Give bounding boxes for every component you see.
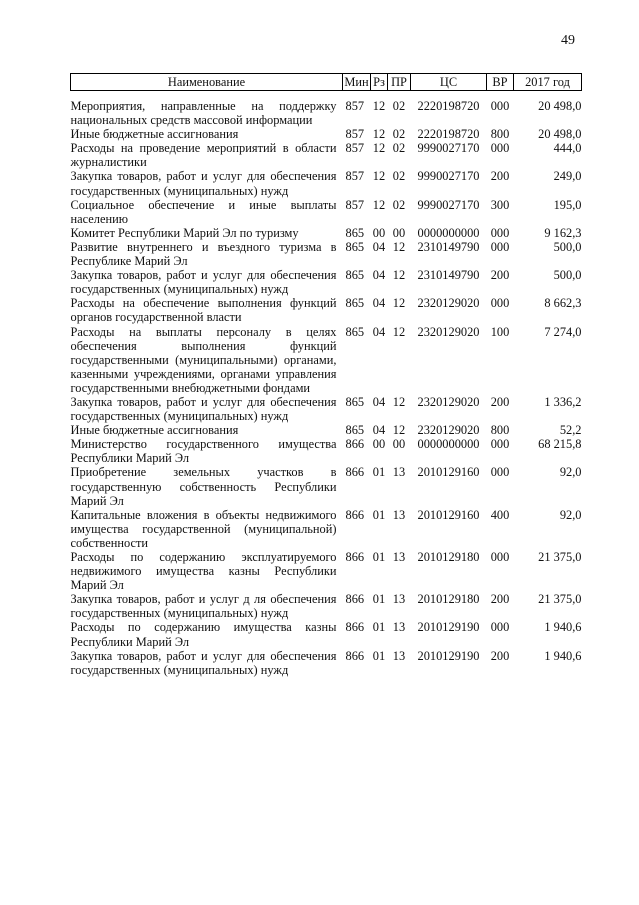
row-amount: 1 940,6 <box>544 620 582 635</box>
row-name: Министерство государственного имущества Республики Марий Эл <box>70 437 337 466</box>
row-vr: 000 <box>490 437 510 452</box>
header-year: 2017 год <box>514 74 582 91</box>
row-min: 865 <box>345 239 365 254</box>
row-name: Расходы на обеспечение выполнения функций органов государственной власти <box>70 296 337 325</box>
row-amount: 444,0 <box>553 141 582 156</box>
row-rz: 04 <box>372 394 386 409</box>
row-rz: 00 <box>372 437 386 452</box>
row-amount: 1 940,6 <box>544 648 582 663</box>
row-rz: 04 <box>372 296 386 311</box>
header-cs: ЦС <box>411 74 487 91</box>
row-rz: 12 <box>372 169 386 184</box>
row-cs: 2010129160 <box>417 465 480 480</box>
row-amount: 52,2 <box>559 423 582 438</box>
row-min: 857 <box>345 197 365 212</box>
row-min: 866 <box>345 465 365 480</box>
budget-table <box>70 73 582 677</box>
row-vr: 300 <box>490 197 510 212</box>
row-min: 865 <box>345 296 365 311</box>
row-rz: 12 <box>372 99 386 113</box>
row-min: 865 <box>345 423 365 438</box>
table-row <box>71 169 582 197</box>
row-name: Развитие внутреннего и въездного туризма в Республике Марий Эл <box>70 239 337 269</box>
row-pr: 13 <box>392 592 406 607</box>
row-min: 866 <box>345 437 365 452</box>
row-min: 866 <box>345 507 365 522</box>
row-name: Комитет Республики Марий Эл по туризму <box>70 225 299 240</box>
row-cs: 2320129020 <box>417 324 480 339</box>
row-vr: 800 <box>490 423 510 438</box>
row-amount: 92,0 <box>559 465 582 480</box>
row-amount: 500,0 <box>553 239 582 254</box>
row-pr: 00 <box>392 225 406 240</box>
row-pr: 12 <box>392 296 406 311</box>
row-pr: 13 <box>392 550 406 564</box>
row-pr: 13 <box>392 620 406 635</box>
row-min: 866 <box>345 550 365 564</box>
row-min: 857 <box>345 141 365 156</box>
row-pr: 02 <box>392 99 406 113</box>
row-rz: 12 <box>372 127 386 142</box>
row-vr: 800 <box>490 127 510 142</box>
table-row <box>71 395 582 423</box>
row-vr: 200 <box>490 592 510 607</box>
row-vr: 000 <box>490 99 510 113</box>
table-row <box>71 465 582 507</box>
header-name: Наименование <box>71 74 343 91</box>
row-amount: 21 375,0 <box>538 550 582 564</box>
row-name: Расходы на выплаты персоналу в целях обеспечения выполнения функций государственными (муниципальными) органами, казенными учреждениями, органами управления государственными внебюджетными фондами <box>70 324 337 395</box>
row-amount: 195,0 <box>553 197 582 212</box>
row-amount: 20 498,0 <box>538 127 582 142</box>
table-row <box>71 226 582 240</box>
row-min: 857 <box>345 127 365 142</box>
row-pr: 02 <box>392 127 406 142</box>
table-row <box>71 649 582 677</box>
row-cs: 9990027170 <box>417 141 480 156</box>
row-cs: 2010129190 <box>417 620 480 635</box>
row-cs: 2010129160 <box>417 507 480 522</box>
row-name: Закупка товаров, работ и услуг для обеспечения государственных (муниципальных) нужд <box>70 648 337 677</box>
row-rz: 01 <box>372 592 386 607</box>
page-number: 49 <box>561 33 575 48</box>
row-min: 865 <box>345 324 365 339</box>
row-name: Расходы по содержанию эксплуатируемого недвижимого имущества казны Республики Марий Эл <box>70 550 337 593</box>
row-min: 865 <box>345 268 365 283</box>
row-rz: 00 <box>372 225 386 240</box>
table-row <box>71 268 582 296</box>
table-row <box>71 325 582 395</box>
row-rz: 12 <box>372 197 386 212</box>
row-pr: 12 <box>392 239 406 254</box>
row-vr: 000 <box>490 141 510 156</box>
row-rz: 04 <box>372 268 386 283</box>
table-row <box>71 240 582 268</box>
row-vr: 000 <box>490 550 510 564</box>
row-rz: 01 <box>372 550 386 564</box>
row-cs: 2310149790 <box>417 239 480 254</box>
row-rz: 01 <box>372 648 386 663</box>
row-rz: 04 <box>372 423 386 438</box>
row-cs: 2310149790 <box>417 268 480 283</box>
row-name: Мероприятия, направленные на поддержку национальных средств массовой информации <box>70 99 337 128</box>
row-vr: 100 <box>490 324 510 339</box>
row-vr: 000 <box>490 465 510 480</box>
row-pr: 13 <box>392 648 406 663</box>
header-min: Мин <box>344 74 369 89</box>
row-rz: 01 <box>372 465 386 480</box>
row-amount: 20 498,0 <box>538 99 582 113</box>
row-min: 866 <box>345 592 365 607</box>
row-cs: 2010129180 <box>417 592 480 607</box>
row-amount: 92,0 <box>559 507 582 522</box>
row-pr: 12 <box>392 394 406 409</box>
row-amount: 500,0 <box>553 268 582 283</box>
table-header-row <box>71 74 582 91</box>
row-name: Расходы на проведение мероприятий в области журналистики <box>70 141 337 170</box>
row-cs: 2320129020 <box>417 296 480 311</box>
row-pr: 12 <box>392 423 406 438</box>
row-name: Закупка товаров, работ и услуг д ля обеспечения государственных (муниципальных) нужд <box>70 592 337 621</box>
row-amount: 68 215,8 <box>538 437 582 452</box>
row-cs: 2320129020 <box>417 394 480 409</box>
table-row <box>71 127 582 141</box>
row-min: 865 <box>345 394 365 409</box>
row-pr: 12 <box>392 324 406 339</box>
row-pr: 12 <box>392 268 406 283</box>
header-vr: ВР <box>487 74 514 91</box>
row-name: Закупка товаров, работ и услуг для обеспечения государственных (муниципальных) нужд <box>70 169 337 198</box>
row-vr: 000 <box>490 239 510 254</box>
row-min: 866 <box>345 620 365 635</box>
row-vr: 200 <box>490 268 510 283</box>
row-name: Приобретение земельных участков в государственную собственность Республики Марий Эл <box>70 465 337 508</box>
row-amount: 8 662,3 <box>544 296 582 311</box>
row-vr: 000 <box>490 296 510 311</box>
row-amount: 1 336,2 <box>544 394 582 409</box>
row-pr: 13 <box>392 507 406 522</box>
row-vr: 000 <box>490 225 510 240</box>
row-amount: 7 274,0 <box>544 324 582 339</box>
row-cs: 9990027170 <box>417 197 480 212</box>
row-min: 857 <box>345 169 365 184</box>
row-amount: 249,0 <box>553 169 582 184</box>
row-min: 857 <box>345 99 365 113</box>
table-row <box>71 550 582 592</box>
table-row <box>71 592 582 620</box>
table-row <box>71 91 582 128</box>
row-rz: 04 <box>372 239 386 254</box>
row-rz: 01 <box>372 620 386 635</box>
row-pr: 02 <box>392 169 406 184</box>
row-rz: 12 <box>372 141 386 156</box>
row-name: Капитальные вложения в объекты недвижимого имущества государственной (муниципальной) собственности <box>70 507 337 550</box>
row-name: Закупка товаров, работ и услуг для обеспечения государственных (муниципальных) нужд <box>70 394 337 424</box>
header-rz: Рз <box>371 74 388 91</box>
row-amount: 9 162,3 <box>544 225 582 240</box>
row-vr: 200 <box>490 394 510 409</box>
table-row <box>71 198 582 226</box>
row-name: Закупка товаров, работ и услуг для обеспечения государственных (муниципальных) нужд <box>70 268 337 297</box>
table-row <box>71 296 582 324</box>
row-cs: 2220198720 <box>417 99 480 113</box>
row-name: Иные бюджетные ассигнования <box>70 423 239 438</box>
row-pr: 13 <box>392 465 406 480</box>
row-cs: 9990027170 <box>417 169 480 184</box>
row-cs: 2010129180 <box>417 550 480 564</box>
header-pr: ПР <box>388 74 411 91</box>
row-name: Иные бюджетные ассигнования <box>70 127 239 142</box>
row-vr: 400 <box>490 507 510 522</box>
row-name: Расходы по содержанию имущества казны Республики Марий Эл <box>70 620 337 649</box>
row-name: Социальное обеспечение и иные выплаты населению <box>70 197 337 226</box>
row-vr: 200 <box>490 169 510 184</box>
table-row <box>71 620 582 648</box>
row-pr: 00 <box>392 437 406 452</box>
row-cs: 2010129190 <box>417 648 480 663</box>
row-min: 866 <box>345 648 365 663</box>
table-row <box>71 141 582 169</box>
table-row <box>71 437 582 465</box>
row-cs: 2220198720 <box>417 127 480 142</box>
table-row <box>71 423 582 437</box>
table-row <box>71 508 582 550</box>
row-cs: 2320129020 <box>417 423 480 438</box>
row-rz: 01 <box>372 507 386 522</box>
row-cs: 0000000000 <box>417 437 480 452</box>
row-vr: 000 <box>490 620 510 635</box>
row-min: 865 <box>345 225 365 240</box>
row-vr: 200 <box>490 648 510 663</box>
row-cs: 0000000000 <box>417 225 480 240</box>
row-pr: 02 <box>392 141 406 156</box>
row-pr: 02 <box>392 197 406 212</box>
row-amount: 21 375,0 <box>538 592 582 607</box>
row-rz: 04 <box>372 324 386 339</box>
